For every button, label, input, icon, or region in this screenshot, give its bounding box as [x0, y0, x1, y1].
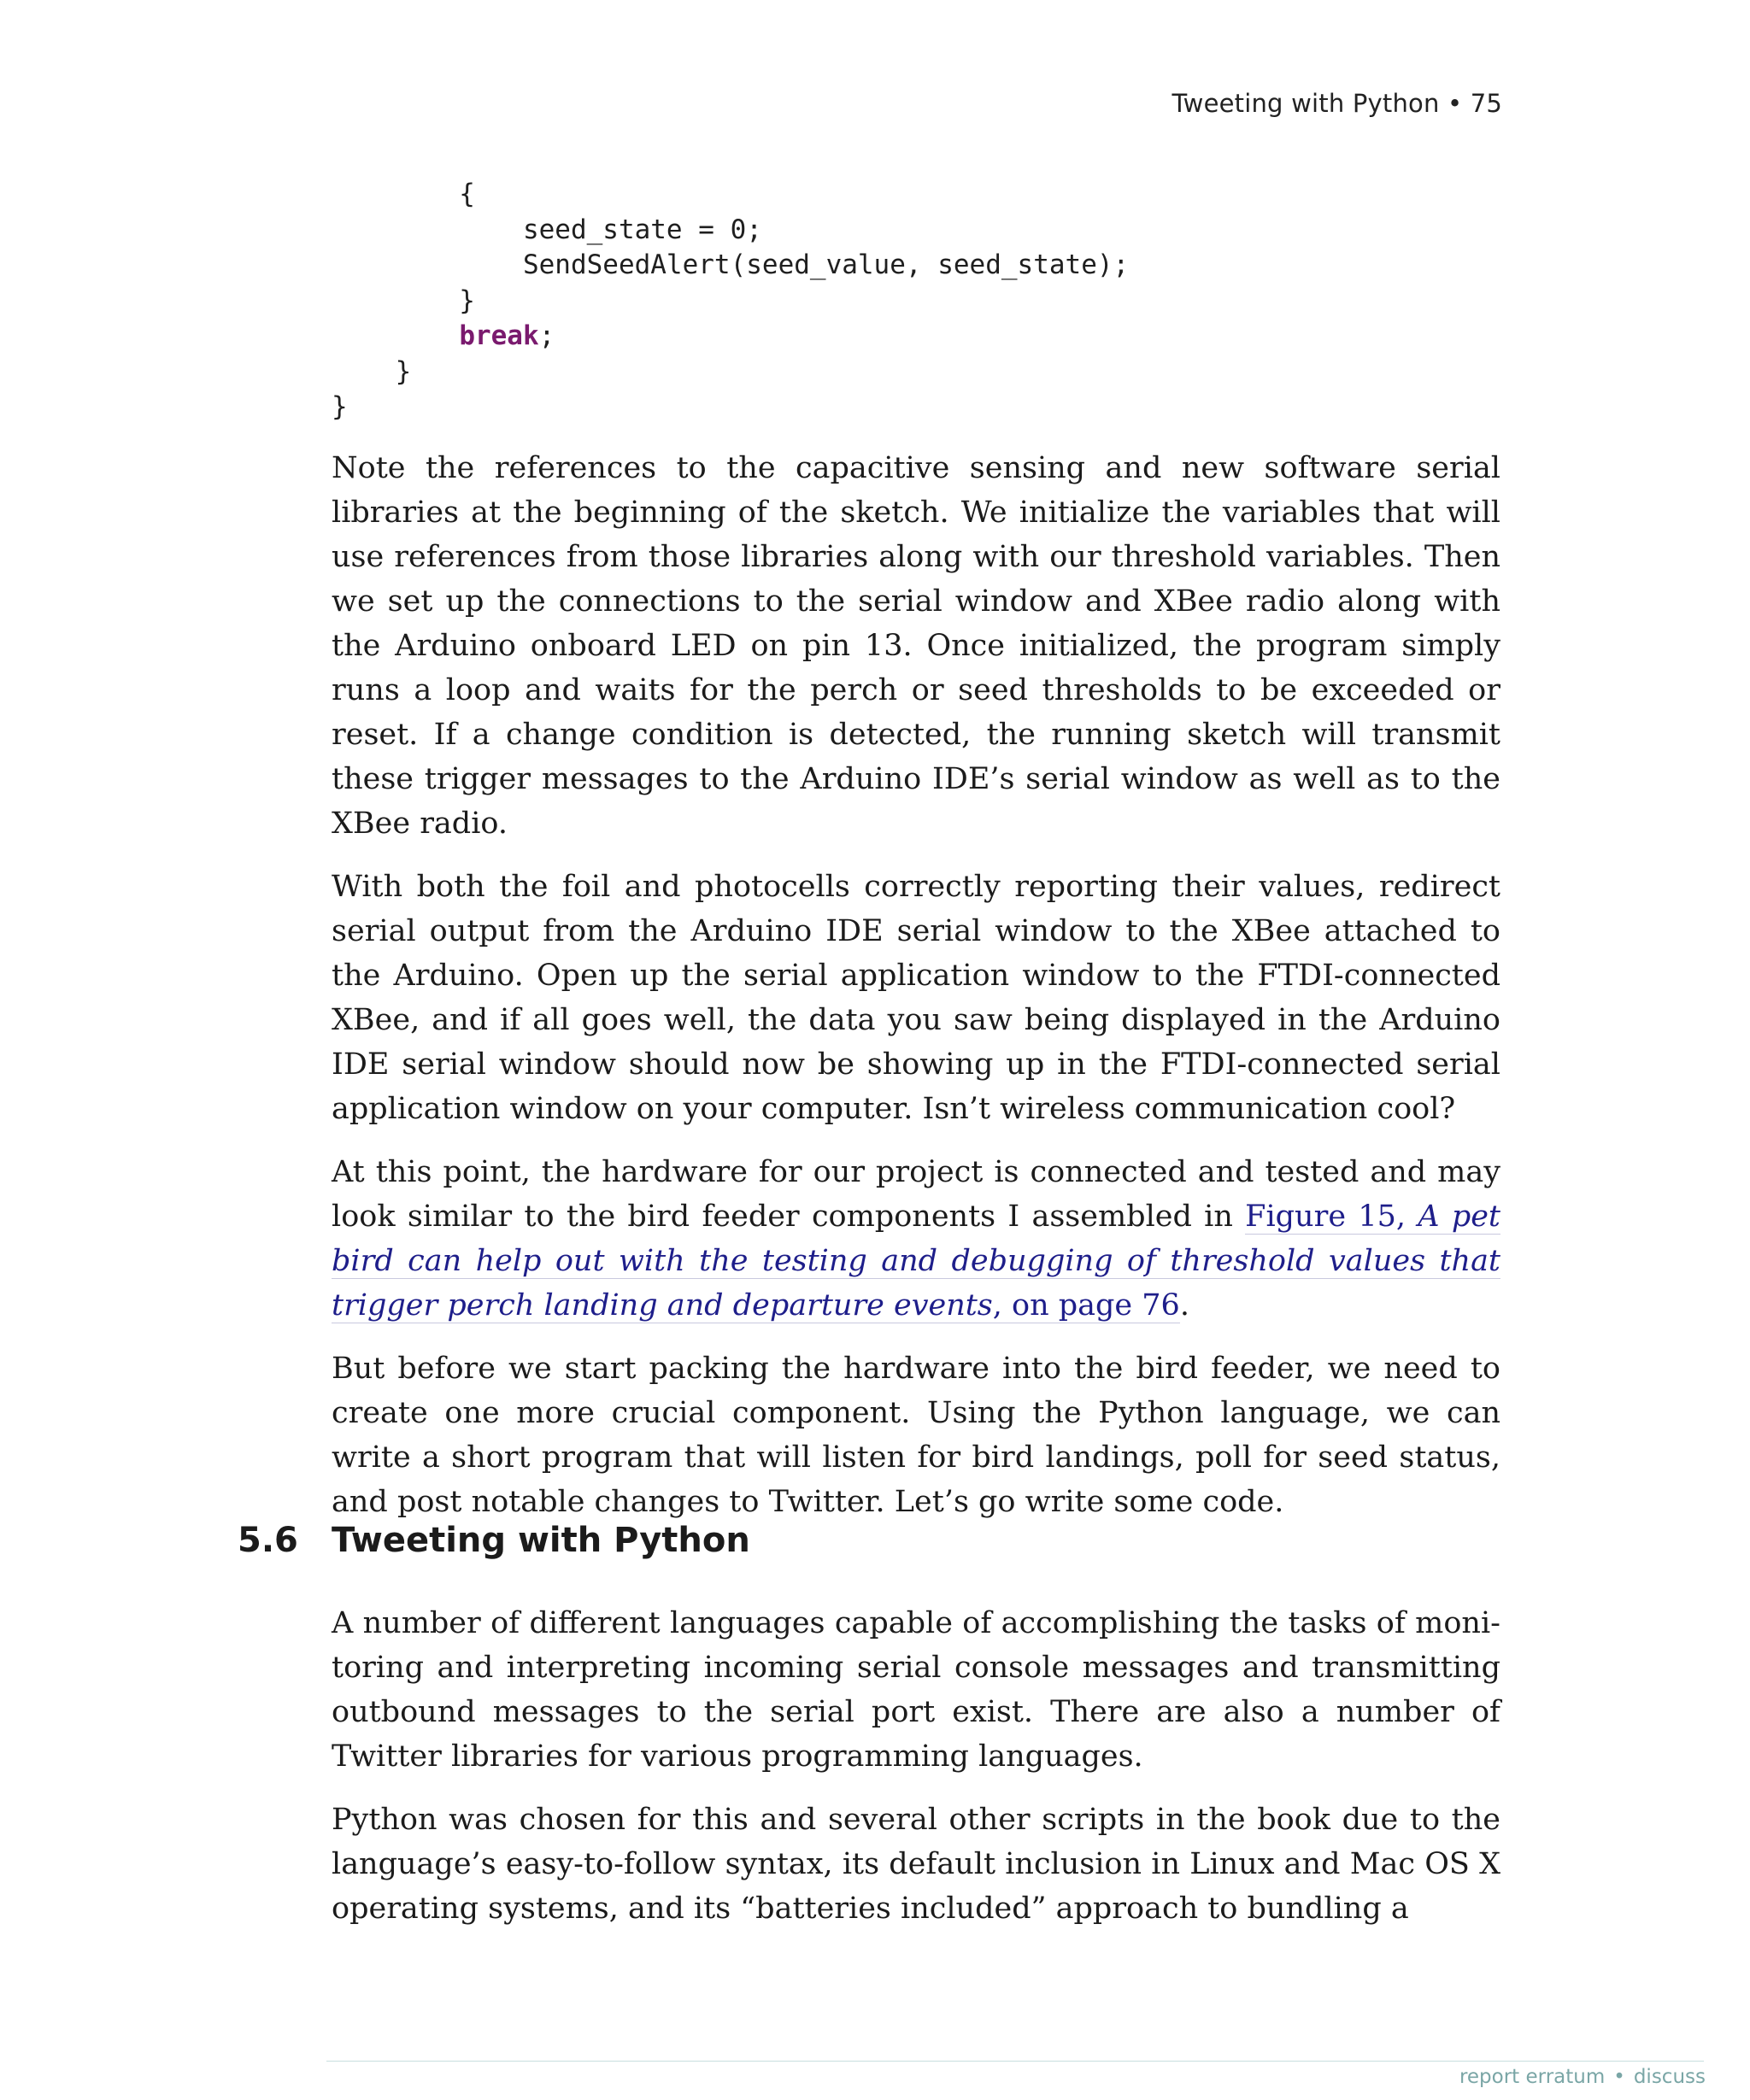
body-text-lower — [332, 1601, 1500, 1950]
running-header: Tweeting with Python • 75 — [1172, 89, 1502, 118]
footer-divider — [326, 2061, 1704, 2062]
discuss-link[interactable]: discuss — [1633, 2066, 1706, 2088]
section-title: Tweeting with Python — [332, 1521, 750, 1560]
paragraph-period: . — [1179, 1288, 1189, 1323]
code-keyword-break: break — [459, 320, 539, 351]
report-erratum-link[interactable]: report erratum — [1459, 2066, 1606, 2088]
code-text-before: { seed_state = 0; SendSeedAlert(seed_value, seed_state); } — [459, 179, 1130, 316]
paragraph-python-chosen: Python was chosen for this and several other scripts in the book due to the language’s easy-to-follow syntax, its default inclusion in Linux and Mac OS X operating systems, and its “batteries included” approach to bundling a — [332, 1803, 1500, 1926]
figure-caption: A pet bird can help out with the testing and debugging of threshold values that trigger perch landing and departure events — [332, 1200, 1500, 1323]
paragraph-capacitive-sensing: Note the references to the capacitive sensing and new software serial libraries at the beginning of the sketch. We initialize the variables that will use references from those libraries along with our threshold variables. Then we set up the connections to the serial window and XBee radio along with the Arduino onboard LED on pin 13. Once initialized, the program simply runs a loop and waits for the perch or seed thresholds to be exceeded or reset. If a change condition is detected, the running sketch will transmit these trigger messages to the Arduino IDE’s serial window as well as to the XBee radio. — [332, 451, 1500, 841]
paragraph-languages: A number of different languages capable of accomplishing the tasks of monitoring and interpreting incoming serial console messages and transmitting outbound messages to the serial port exist. There are also a number of Twitter libraries for various programming languages. — [332, 1606, 1500, 1774]
figure-label: Figure 15, — [1245, 1200, 1418, 1234]
paragraph-redirect-serial: With both the foil and photocells correctly reporting their values, redirect serial output from the Arduino IDE serial window to the XBee attached to the Arduino. Open up the serial application window to the FTDI-connected XBee, and if all goes well, the data you saw being displayed in the Arduino IDE serial window should now be showing up in the FTDI-connected serial application window on your computer. Isn’t wireless communication cool? — [332, 870, 1500, 1126]
code-block — [332, 177, 1129, 425]
footer-separator: • — [1613, 2066, 1625, 2088]
code-text-after: ; } } — [332, 320, 555, 422]
body-text-upper — [332, 446, 1500, 1543]
footer-links — [1459, 2066, 1706, 2088]
section-heading — [238, 1521, 750, 1560]
paragraph-before-packing: But before we start packing the hardware into the bird feeder, we need to create one more crucial component. Using the Python language, we can write a short program that will listen for bird landings, poll for seed status, and post notable changes to Twitter. Let’s go write some code. — [332, 1352, 1500, 1519]
section-number: 5.6 — [238, 1521, 298, 1560]
figure-page-ref: , on page 76 — [992, 1288, 1180, 1323]
paragraph-text: At this point, the hardware for our project is connected and tested and may look similar to the bird feeder components I assembled in — [332, 1155, 1500, 1234]
paragraph-hardware-tested — [332, 1150, 1500, 1328]
